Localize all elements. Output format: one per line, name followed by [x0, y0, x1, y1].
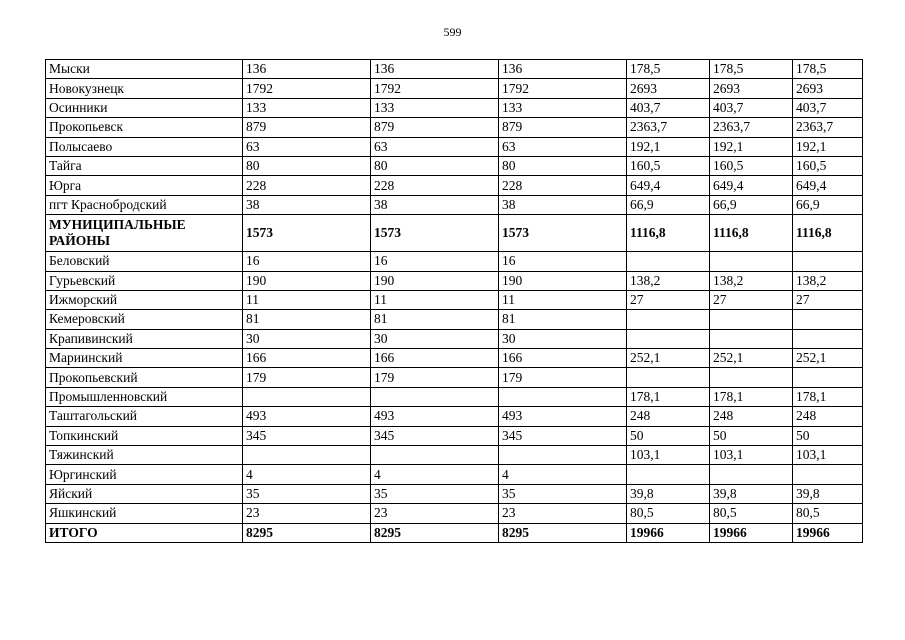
- value-cell: [499, 387, 627, 406]
- value-cell: 35: [243, 484, 371, 503]
- value-cell: 178,1: [627, 387, 710, 406]
- value-cell: 1792: [499, 79, 627, 98]
- value-cell: 166: [499, 349, 627, 368]
- value-cell: 138,2: [710, 271, 793, 290]
- value-cell: 133: [371, 98, 499, 117]
- row-label-cell: Яшкинский: [46, 504, 243, 523]
- value-cell: 1573: [243, 215, 371, 252]
- value-cell: 16: [243, 252, 371, 271]
- value-cell: [710, 368, 793, 387]
- value-cell: 1792: [243, 79, 371, 98]
- table-row: [46, 387, 863, 406]
- row-label-cell: Прокопьевский: [46, 368, 243, 387]
- value-cell: 103,1: [710, 446, 793, 465]
- value-cell: 192,1: [793, 137, 863, 156]
- value-cell: 136: [243, 60, 371, 79]
- value-cell: 403,7: [793, 98, 863, 117]
- value-cell: 38: [243, 195, 371, 214]
- value-cell: 1116,8: [793, 215, 863, 252]
- value-cell: [627, 252, 710, 271]
- value-cell: 160,5: [793, 156, 863, 175]
- value-cell: 228: [371, 176, 499, 195]
- value-cell: 11: [371, 290, 499, 309]
- value-cell: 190: [499, 271, 627, 290]
- value-cell: 50: [793, 426, 863, 445]
- value-cell: 2363,7: [793, 118, 863, 137]
- table-row: [46, 137, 863, 156]
- value-cell: 178,5: [710, 60, 793, 79]
- value-cell: 66,9: [710, 195, 793, 214]
- table-row: [46, 446, 863, 465]
- value-cell: 16: [371, 252, 499, 271]
- value-cell: [710, 329, 793, 348]
- value-cell: 252,1: [710, 349, 793, 368]
- row-label-cell: Новокузнецк: [46, 79, 243, 98]
- value-cell: 179: [371, 368, 499, 387]
- table-row: [46, 176, 863, 195]
- table-row: [46, 465, 863, 484]
- value-cell: 8295: [371, 523, 499, 542]
- row-label-cell: Кемеровский: [46, 310, 243, 329]
- table-row: [46, 60, 863, 79]
- table-body: [46, 60, 863, 543]
- value-cell: [793, 252, 863, 271]
- value-cell: [627, 310, 710, 329]
- value-cell: [243, 387, 371, 406]
- value-cell: 1792: [371, 79, 499, 98]
- value-cell: 493: [243, 407, 371, 426]
- value-cell: 248: [627, 407, 710, 426]
- value-cell: 879: [243, 118, 371, 137]
- row-label-cell: Прокопьевск: [46, 118, 243, 137]
- value-cell: 160,5: [710, 156, 793, 175]
- table-row: [46, 407, 863, 426]
- table-row: [46, 368, 863, 387]
- table-row: [46, 426, 863, 445]
- row-label-cell: Юргинский: [46, 465, 243, 484]
- value-cell: 248: [793, 407, 863, 426]
- table-row: [46, 156, 863, 175]
- value-cell: 649,4: [710, 176, 793, 195]
- value-cell: 63: [499, 137, 627, 156]
- value-cell: 11: [499, 290, 627, 309]
- table-row: [46, 523, 863, 542]
- value-cell: 80,5: [627, 504, 710, 523]
- table-row: [46, 118, 863, 137]
- value-cell: 8295: [243, 523, 371, 542]
- row-label-cell: Юрга: [46, 176, 243, 195]
- value-cell: 1116,8: [710, 215, 793, 252]
- value-cell: 166: [243, 349, 371, 368]
- value-cell: 81: [243, 310, 371, 329]
- value-cell: 879: [371, 118, 499, 137]
- value-cell: 160,5: [627, 156, 710, 175]
- value-cell: 27: [793, 290, 863, 309]
- value-cell: 2693: [710, 79, 793, 98]
- value-cell: 2693: [793, 79, 863, 98]
- value-cell: 4: [499, 465, 627, 484]
- row-label-cell: Таштагольский: [46, 407, 243, 426]
- value-cell: 345: [499, 426, 627, 445]
- value-cell: [627, 329, 710, 348]
- value-cell: [710, 310, 793, 329]
- value-cell: 493: [371, 407, 499, 426]
- value-cell: 50: [710, 426, 793, 445]
- value-cell: 19966: [793, 523, 863, 542]
- value-cell: 178,1: [793, 387, 863, 406]
- value-cell: 63: [243, 137, 371, 156]
- row-label-cell: Топкинский: [46, 426, 243, 445]
- value-cell: 27: [627, 290, 710, 309]
- value-cell: 190: [371, 271, 499, 290]
- page-number: 599: [443, 25, 462, 39]
- table-row: [46, 271, 863, 290]
- value-cell: 80: [499, 156, 627, 175]
- data-table: [45, 59, 863, 543]
- value-cell: 66,9: [627, 195, 710, 214]
- value-cell: 80: [371, 156, 499, 175]
- value-cell: 2363,7: [627, 118, 710, 137]
- value-cell: 166: [371, 349, 499, 368]
- value-cell: 228: [243, 176, 371, 195]
- value-cell: [371, 446, 499, 465]
- row-label-cell: Тяжинский: [46, 446, 243, 465]
- value-cell: 649,4: [793, 176, 863, 195]
- value-cell: 81: [499, 310, 627, 329]
- table-row: [46, 79, 863, 98]
- row-label-cell: Тайга: [46, 156, 243, 175]
- value-cell: 879: [499, 118, 627, 137]
- value-cell: 80: [243, 156, 371, 175]
- row-label-cell: МУНИЦИПАЛЬНЫЕ РАЙОНЫ: [46, 215, 243, 252]
- value-cell: 178,5: [793, 60, 863, 79]
- value-cell: 35: [371, 484, 499, 503]
- value-cell: 133: [499, 98, 627, 117]
- row-label-cell: Яйский: [46, 484, 243, 503]
- row-label-cell: Гурьевский: [46, 271, 243, 290]
- value-cell: 19966: [710, 523, 793, 542]
- table-row: [46, 349, 863, 368]
- row-label-cell: Полысаево: [46, 137, 243, 156]
- value-cell: 38: [371, 195, 499, 214]
- value-cell: 493: [499, 407, 627, 426]
- value-cell: 11: [243, 290, 371, 309]
- value-cell: 4: [243, 465, 371, 484]
- table-row: [46, 290, 863, 309]
- value-cell: 30: [243, 329, 371, 348]
- value-cell: [710, 465, 793, 484]
- value-cell: 23: [499, 504, 627, 523]
- value-cell: 38: [499, 195, 627, 214]
- value-cell: 2363,7: [710, 118, 793, 137]
- value-cell: 192,1: [627, 137, 710, 156]
- value-cell: [793, 465, 863, 484]
- table-row: [46, 310, 863, 329]
- value-cell: 228: [499, 176, 627, 195]
- row-label-cell: Мыски: [46, 60, 243, 79]
- row-label-cell: Крапивинский: [46, 329, 243, 348]
- value-cell: 179: [243, 368, 371, 387]
- table-row: [46, 215, 863, 252]
- row-label-cell: Ижморский: [46, 290, 243, 309]
- row-label-cell: пгт Краснобродский: [46, 195, 243, 214]
- value-cell: [793, 310, 863, 329]
- value-cell: [793, 368, 863, 387]
- value-cell: 30: [499, 329, 627, 348]
- value-cell: 403,7: [627, 98, 710, 117]
- value-cell: 190: [243, 271, 371, 290]
- table-row: [46, 98, 863, 117]
- value-cell: 103,1: [793, 446, 863, 465]
- value-cell: 4: [371, 465, 499, 484]
- value-cell: 35: [499, 484, 627, 503]
- value-cell: 50: [627, 426, 710, 445]
- value-cell: 345: [371, 426, 499, 445]
- value-cell: 136: [499, 60, 627, 79]
- value-cell: 63: [371, 137, 499, 156]
- value-cell: 66,9: [793, 195, 863, 214]
- value-cell: 252,1: [627, 349, 710, 368]
- value-cell: 2693: [627, 79, 710, 98]
- value-cell: 1116,8: [627, 215, 710, 252]
- value-cell: 39,8: [627, 484, 710, 503]
- value-cell: [499, 446, 627, 465]
- value-cell: 192,1: [710, 137, 793, 156]
- value-cell: 19966: [627, 523, 710, 542]
- value-cell: 80,5: [710, 504, 793, 523]
- row-label-cell: Мариинский: [46, 349, 243, 368]
- value-cell: 649,4: [627, 176, 710, 195]
- value-cell: [243, 446, 371, 465]
- value-cell: 248: [710, 407, 793, 426]
- value-cell: 403,7: [710, 98, 793, 117]
- value-cell: 80,5: [793, 504, 863, 523]
- value-cell: 178,1: [710, 387, 793, 406]
- value-cell: 8295: [499, 523, 627, 542]
- value-cell: 345: [243, 426, 371, 445]
- value-cell: [793, 329, 863, 348]
- value-cell: 81: [371, 310, 499, 329]
- value-cell: 1573: [371, 215, 499, 252]
- value-cell: 39,8: [710, 484, 793, 503]
- row-label-cell: ИТОГО: [46, 523, 243, 542]
- value-cell: 178,5: [627, 60, 710, 79]
- table-row: [46, 484, 863, 503]
- row-label-cell: Осинники: [46, 98, 243, 117]
- value-cell: [627, 465, 710, 484]
- table-row: [46, 252, 863, 271]
- value-cell: 30: [371, 329, 499, 348]
- value-cell: 27: [710, 290, 793, 309]
- value-cell: 1573: [499, 215, 627, 252]
- table-row: [46, 329, 863, 348]
- value-cell: 133: [243, 98, 371, 117]
- table-row: [46, 195, 863, 214]
- value-cell: 103,1: [627, 446, 710, 465]
- row-label-cell: Промышленновский: [46, 387, 243, 406]
- value-cell: 252,1: [793, 349, 863, 368]
- row-label-cell: Беловский: [46, 252, 243, 271]
- value-cell: 179: [499, 368, 627, 387]
- value-cell: [371, 387, 499, 406]
- value-cell: 23: [371, 504, 499, 523]
- value-cell: 136: [371, 60, 499, 79]
- value-cell: 23: [243, 504, 371, 523]
- table-row: [46, 504, 863, 523]
- value-cell: [627, 368, 710, 387]
- value-cell: 138,2: [627, 271, 710, 290]
- value-cell: 16: [499, 252, 627, 271]
- value-cell: 39,8: [793, 484, 863, 503]
- value-cell: 138,2: [793, 271, 863, 290]
- value-cell: [710, 252, 793, 271]
